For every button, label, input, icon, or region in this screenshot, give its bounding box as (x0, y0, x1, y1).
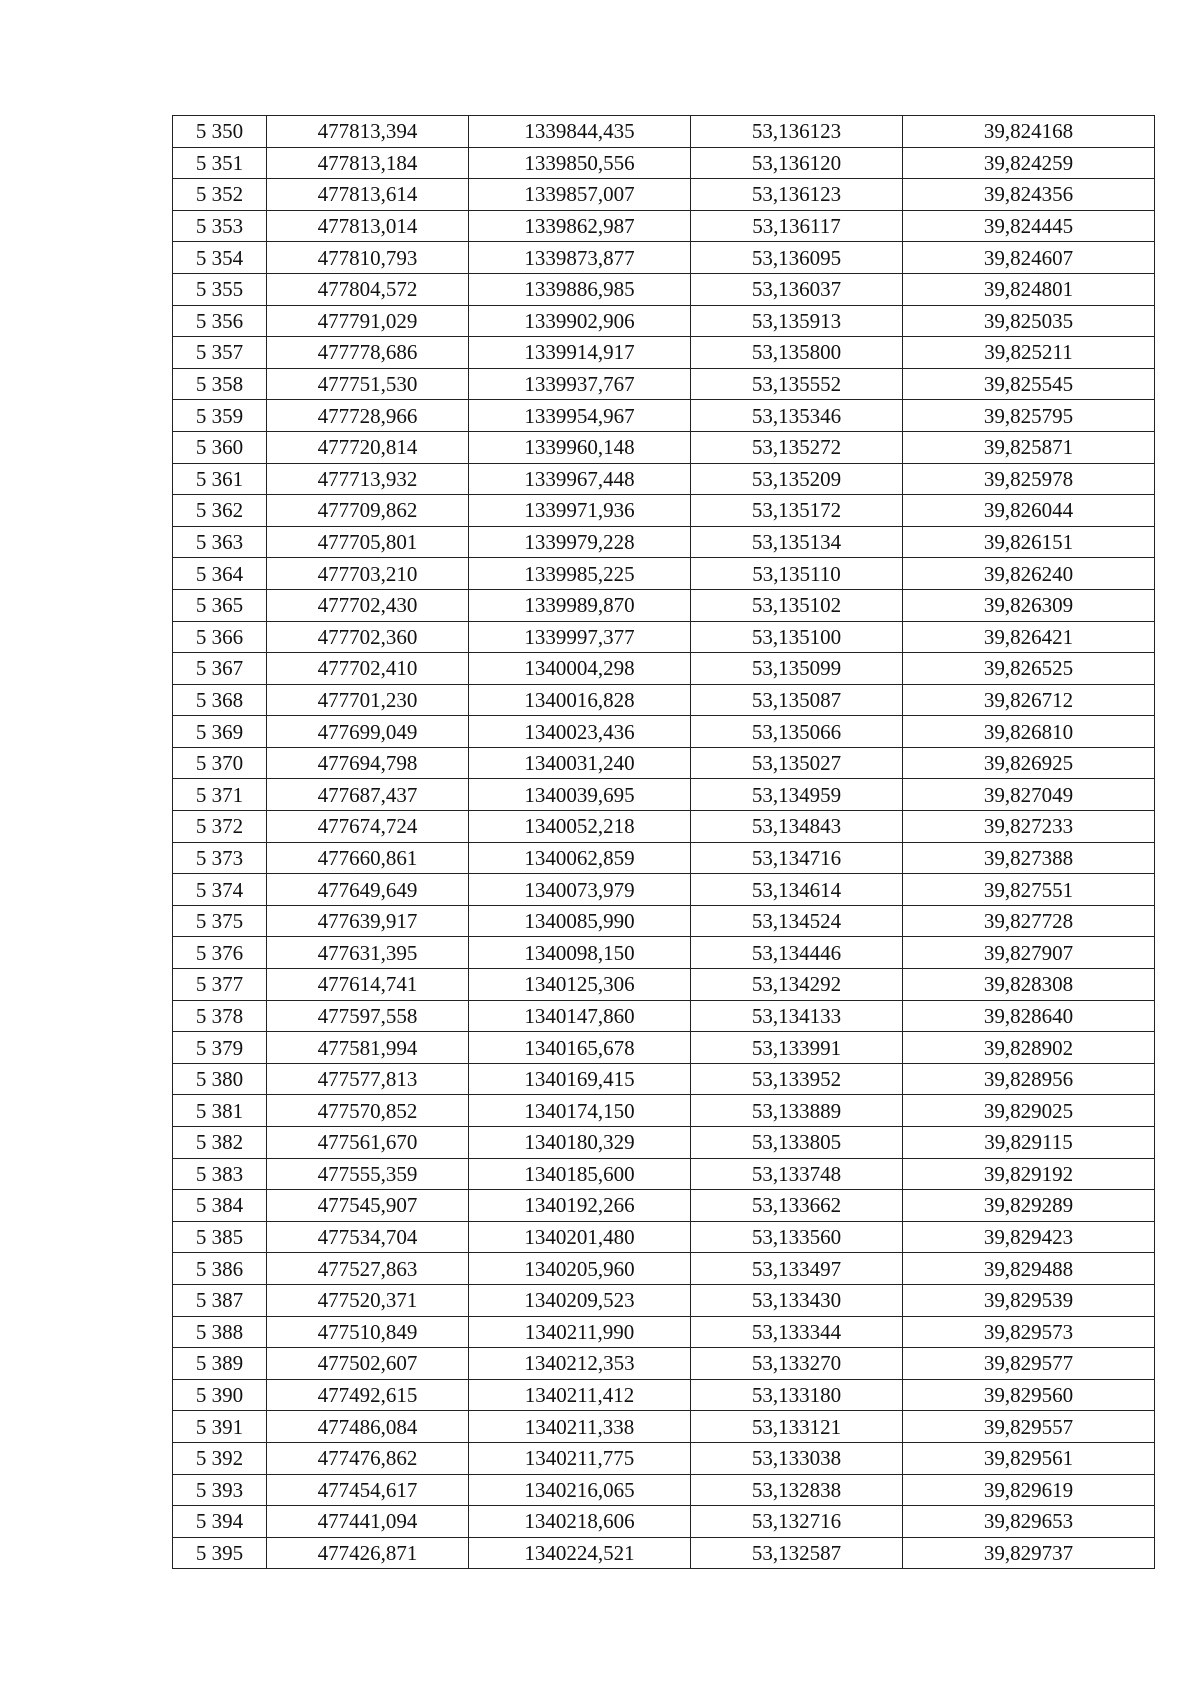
x-coordinate-cell: 477702,430 (267, 589, 469, 621)
point-number-cell: 5 376 (173, 937, 267, 969)
x-coordinate-cell: 477813,394 (267, 116, 469, 148)
longitude-cell: 39,829561 (903, 1442, 1155, 1474)
longitude-cell: 39,829539 (903, 1284, 1155, 1316)
table-row (173, 368, 1155, 400)
table-row (173, 116, 1155, 148)
longitude-cell: 39,824356 (903, 179, 1155, 211)
y-coordinate-cell: 1339967,448 (469, 463, 691, 495)
y-coordinate-cell: 1340218,606 (469, 1506, 691, 1538)
longitude-cell: 39,828956 (903, 1063, 1155, 1095)
table-row (173, 337, 1155, 369)
x-coordinate-cell: 477534,704 (267, 1221, 469, 1253)
point-number-cell: 5 390 (173, 1379, 267, 1411)
y-coordinate-cell: 1340174,150 (469, 1095, 691, 1127)
point-number-cell: 5 395 (173, 1537, 267, 1569)
y-coordinate-cell: 1339850,556 (469, 147, 691, 179)
latitude-cell: 53,136123 (691, 179, 903, 211)
point-number-cell: 5 364 (173, 558, 267, 590)
x-coordinate-cell: 477701,230 (267, 684, 469, 716)
x-coordinate-cell: 477577,813 (267, 1063, 469, 1095)
latitude-cell: 53,133497 (691, 1253, 903, 1285)
table-row (173, 463, 1155, 495)
y-coordinate-cell: 1340211,338 (469, 1411, 691, 1443)
y-coordinate-cell: 1339979,228 (469, 526, 691, 558)
point-number-cell: 5 351 (173, 147, 267, 179)
table-row (173, 242, 1155, 274)
table-row (173, 558, 1155, 590)
y-coordinate-cell: 1340169,415 (469, 1063, 691, 1095)
x-coordinate-cell: 477813,614 (267, 179, 469, 211)
longitude-cell: 39,829192 (903, 1158, 1155, 1190)
x-coordinate-cell: 477520,371 (267, 1284, 469, 1316)
point-number-cell: 5 386 (173, 1253, 267, 1285)
point-number-cell: 5 365 (173, 589, 267, 621)
x-coordinate-cell: 477713,932 (267, 463, 469, 495)
table-row (173, 495, 1155, 527)
x-coordinate-cell: 477570,852 (267, 1095, 469, 1127)
point-number-cell: 5 355 (173, 273, 267, 305)
y-coordinate-cell: 1340211,775 (469, 1442, 691, 1474)
longitude-cell: 39,826240 (903, 558, 1155, 590)
latitude-cell: 53,133344 (691, 1316, 903, 1348)
longitude-cell: 39,826525 (903, 653, 1155, 685)
longitude-cell: 39,827728 (903, 905, 1155, 937)
longitude-cell: 39,826421 (903, 621, 1155, 653)
point-number-cell: 5 388 (173, 1316, 267, 1348)
longitude-cell: 39,826309 (903, 589, 1155, 621)
y-coordinate-cell: 1340125,306 (469, 969, 691, 1001)
table-row (173, 147, 1155, 179)
point-number-cell: 5 360 (173, 431, 267, 463)
y-coordinate-cell: 1340216,065 (469, 1474, 691, 1506)
point-number-cell: 5 374 (173, 874, 267, 906)
point-number-cell: 5 356 (173, 305, 267, 337)
point-number-cell: 5 358 (173, 368, 267, 400)
longitude-cell: 39,824168 (903, 116, 1155, 148)
latitude-cell: 53,134292 (691, 969, 903, 1001)
latitude-cell: 53,135913 (691, 305, 903, 337)
latitude-cell: 53,136037 (691, 273, 903, 305)
y-coordinate-cell: 1339954,967 (469, 400, 691, 432)
longitude-cell: 39,829423 (903, 1221, 1155, 1253)
y-coordinate-cell: 1339886,985 (469, 273, 691, 305)
point-number-cell: 5 366 (173, 621, 267, 653)
x-coordinate-cell: 477581,994 (267, 1032, 469, 1064)
longitude-cell: 39,827551 (903, 874, 1155, 906)
x-coordinate-cell: 477454,617 (267, 1474, 469, 1506)
x-coordinate-cell: 477804,572 (267, 273, 469, 305)
x-coordinate-cell: 477705,801 (267, 526, 469, 558)
table-row (173, 1095, 1155, 1127)
x-coordinate-cell: 477702,360 (267, 621, 469, 653)
y-coordinate-cell: 1340016,828 (469, 684, 691, 716)
latitude-cell: 53,132716 (691, 1506, 903, 1538)
longitude-cell: 39,829289 (903, 1190, 1155, 1222)
y-coordinate-cell: 1339857,007 (469, 179, 691, 211)
latitude-cell: 53,136117 (691, 210, 903, 242)
table-row (173, 684, 1155, 716)
y-coordinate-cell: 1339989,870 (469, 589, 691, 621)
x-coordinate-cell: 477486,084 (267, 1411, 469, 1443)
latitude-cell: 53,135346 (691, 400, 903, 432)
latitude-cell: 53,133038 (691, 1442, 903, 1474)
longitude-cell: 39,825795 (903, 400, 1155, 432)
y-coordinate-cell: 1340201,480 (469, 1221, 691, 1253)
y-coordinate-cell: 1340180,329 (469, 1127, 691, 1159)
longitude-cell: 39,829737 (903, 1537, 1155, 1569)
point-number-cell: 5 392 (173, 1442, 267, 1474)
x-coordinate-cell: 477639,917 (267, 905, 469, 937)
longitude-cell: 39,826151 (903, 526, 1155, 558)
latitude-cell: 53,133121 (691, 1411, 903, 1443)
longitude-cell: 39,829025 (903, 1095, 1155, 1127)
longitude-cell: 39,829560 (903, 1379, 1155, 1411)
longitude-cell: 39,824607 (903, 242, 1155, 274)
y-coordinate-cell: 1340212,353 (469, 1348, 691, 1380)
y-coordinate-cell: 1340192,266 (469, 1190, 691, 1222)
point-number-cell: 5 369 (173, 716, 267, 748)
point-number-cell: 5 359 (173, 400, 267, 432)
x-coordinate-cell: 477510,849 (267, 1316, 469, 1348)
longitude-cell: 39,826925 (903, 747, 1155, 779)
y-coordinate-cell: 1340209,523 (469, 1284, 691, 1316)
latitude-cell: 53,135087 (691, 684, 903, 716)
latitude-cell: 53,133662 (691, 1190, 903, 1222)
point-number-cell: 5 368 (173, 684, 267, 716)
x-coordinate-cell: 477561,670 (267, 1127, 469, 1159)
x-coordinate-cell: 477720,814 (267, 431, 469, 463)
table-row (173, 526, 1155, 558)
y-coordinate-cell: 1339873,877 (469, 242, 691, 274)
x-coordinate-cell: 477476,862 (267, 1442, 469, 1474)
longitude-cell: 39,829557 (903, 1411, 1155, 1443)
latitude-cell: 53,134446 (691, 937, 903, 969)
latitude-cell: 53,134843 (691, 811, 903, 843)
x-coordinate-cell: 477810,793 (267, 242, 469, 274)
latitude-cell: 53,132838 (691, 1474, 903, 1506)
longitude-cell: 39,829619 (903, 1474, 1155, 1506)
point-number-cell: 5 384 (173, 1190, 267, 1222)
point-number-cell: 5 363 (173, 526, 267, 558)
table-row (173, 1063, 1155, 1095)
point-number-cell: 5 377 (173, 969, 267, 1001)
y-coordinate-cell: 1340031,240 (469, 747, 691, 779)
x-coordinate-cell: 477813,014 (267, 210, 469, 242)
table-row (173, 874, 1155, 906)
point-number-cell: 5 379 (173, 1032, 267, 1064)
longitude-cell: 39,826810 (903, 716, 1155, 748)
point-number-cell: 5 383 (173, 1158, 267, 1190)
latitude-cell: 53,133270 (691, 1348, 903, 1380)
table-row (173, 747, 1155, 779)
latitude-cell: 53,134614 (691, 874, 903, 906)
x-coordinate-cell: 477441,094 (267, 1506, 469, 1538)
table-row (173, 1379, 1155, 1411)
table-row (173, 811, 1155, 843)
y-coordinate-cell: 1340023,436 (469, 716, 691, 748)
latitude-cell: 53,133560 (691, 1221, 903, 1253)
latitude-cell: 53,134716 (691, 842, 903, 874)
x-coordinate-cell: 477791,029 (267, 305, 469, 337)
x-coordinate-cell: 477694,798 (267, 747, 469, 779)
y-coordinate-cell: 1340211,990 (469, 1316, 691, 1348)
y-coordinate-cell: 1340062,859 (469, 842, 691, 874)
table-row (173, 1474, 1155, 1506)
point-number-cell: 5 375 (173, 905, 267, 937)
latitude-cell: 53,135100 (691, 621, 903, 653)
y-coordinate-cell: 1339902,906 (469, 305, 691, 337)
x-coordinate-cell: 477778,686 (267, 337, 469, 369)
longitude-cell: 39,826044 (903, 495, 1155, 527)
x-coordinate-cell: 477660,861 (267, 842, 469, 874)
table-row (173, 1442, 1155, 1474)
y-coordinate-cell: 1339997,377 (469, 621, 691, 653)
longitude-cell: 39,828308 (903, 969, 1155, 1001)
longitude-cell: 39,824801 (903, 273, 1155, 305)
point-number-cell: 5 394 (173, 1506, 267, 1538)
y-coordinate-cell: 1339971,936 (469, 495, 691, 527)
table-row (173, 1000, 1155, 1032)
y-coordinate-cell: 1339914,917 (469, 337, 691, 369)
latitude-cell: 53,135099 (691, 653, 903, 685)
x-coordinate-cell: 477687,437 (267, 779, 469, 811)
latitude-cell: 53,133180 (691, 1379, 903, 1411)
x-coordinate-cell: 477597,558 (267, 1000, 469, 1032)
point-number-cell: 5 381 (173, 1095, 267, 1127)
latitude-cell: 53,133991 (691, 1032, 903, 1064)
point-number-cell: 5 352 (173, 179, 267, 211)
point-number-cell: 5 372 (173, 811, 267, 843)
point-number-cell: 5 382 (173, 1127, 267, 1159)
x-coordinate-cell: 477751,530 (267, 368, 469, 400)
longitude-cell: 39,829488 (903, 1253, 1155, 1285)
latitude-cell: 53,134524 (691, 905, 903, 937)
longitude-cell: 39,824259 (903, 147, 1155, 179)
point-number-cell: 5 367 (173, 653, 267, 685)
y-coordinate-cell: 1340205,960 (469, 1253, 691, 1285)
x-coordinate-cell: 477492,615 (267, 1379, 469, 1411)
y-coordinate-cell: 1340147,860 (469, 1000, 691, 1032)
y-coordinate-cell: 1339985,225 (469, 558, 691, 590)
y-coordinate-cell: 1340165,678 (469, 1032, 691, 1064)
latitude-cell: 53,135272 (691, 431, 903, 463)
latitude-cell: 53,135134 (691, 526, 903, 558)
table-row (173, 716, 1155, 748)
longitude-cell: 39,828902 (903, 1032, 1155, 1064)
table-row (173, 1316, 1155, 1348)
latitude-cell: 53,136123 (691, 116, 903, 148)
latitude-cell: 53,132587 (691, 1537, 903, 1569)
point-number-cell: 5 354 (173, 242, 267, 274)
longitude-cell: 39,824445 (903, 210, 1155, 242)
longitude-cell: 39,829577 (903, 1348, 1155, 1380)
table-row (173, 1127, 1155, 1159)
x-coordinate-cell: 477631,395 (267, 937, 469, 969)
table-row (173, 969, 1155, 1001)
x-coordinate-cell: 477545,907 (267, 1190, 469, 1222)
x-coordinate-cell: 477709,862 (267, 495, 469, 527)
point-number-cell: 5 371 (173, 779, 267, 811)
longitude-cell: 39,825871 (903, 431, 1155, 463)
table-row (173, 431, 1155, 463)
longitude-cell: 39,825978 (903, 463, 1155, 495)
longitude-cell: 39,825035 (903, 305, 1155, 337)
table-row (173, 305, 1155, 337)
latitude-cell: 53,135209 (691, 463, 903, 495)
latitude-cell: 53,134959 (691, 779, 903, 811)
point-number-cell: 5 357 (173, 337, 267, 369)
latitude-cell: 53,135027 (691, 747, 903, 779)
y-coordinate-cell: 1340098,150 (469, 937, 691, 969)
table-row (173, 589, 1155, 621)
longitude-cell: 39,825211 (903, 337, 1155, 369)
table-row (173, 179, 1155, 211)
longitude-cell: 39,828640 (903, 1000, 1155, 1032)
latitude-cell: 53,135110 (691, 558, 903, 590)
point-number-cell: 5 385 (173, 1221, 267, 1253)
x-coordinate-cell: 477813,184 (267, 147, 469, 179)
y-coordinate-cell: 1340224,521 (469, 1537, 691, 1569)
point-number-cell: 5 391 (173, 1411, 267, 1443)
longitude-cell: 39,829653 (903, 1506, 1155, 1538)
latitude-cell: 53,133430 (691, 1284, 903, 1316)
x-coordinate-cell: 477614,741 (267, 969, 469, 1001)
y-coordinate-cell: 1339862,987 (469, 210, 691, 242)
x-coordinate-cell: 477649,649 (267, 874, 469, 906)
longitude-cell: 39,826712 (903, 684, 1155, 716)
table-row (173, 905, 1155, 937)
point-number-cell: 5 380 (173, 1063, 267, 1095)
latitude-cell: 53,135552 (691, 368, 903, 400)
latitude-cell: 53,135066 (691, 716, 903, 748)
point-number-cell: 5 389 (173, 1348, 267, 1380)
table-row (173, 1158, 1155, 1190)
point-number-cell: 5 362 (173, 495, 267, 527)
y-coordinate-cell: 1340039,695 (469, 779, 691, 811)
table-row (173, 621, 1155, 653)
point-number-cell: 5 353 (173, 210, 267, 242)
point-number-cell: 5 393 (173, 1474, 267, 1506)
x-coordinate-cell: 477674,724 (267, 811, 469, 843)
latitude-cell: 53,136095 (691, 242, 903, 274)
point-number-cell: 5 373 (173, 842, 267, 874)
point-number-cell: 5 361 (173, 463, 267, 495)
table-row (173, 779, 1155, 811)
table-row (173, 400, 1155, 432)
point-number-cell: 5 387 (173, 1284, 267, 1316)
latitude-cell: 53,135102 (691, 589, 903, 621)
table-row (173, 842, 1155, 874)
point-number-cell: 5 370 (173, 747, 267, 779)
y-coordinate-cell: 1340073,979 (469, 874, 691, 906)
table-row (173, 1190, 1155, 1222)
longitude-cell: 39,827388 (903, 842, 1155, 874)
table-row (173, 1221, 1155, 1253)
latitude-cell: 53,133748 (691, 1158, 903, 1190)
point-number-cell: 5 350 (173, 116, 267, 148)
table-row (173, 210, 1155, 242)
latitude-cell: 53,133889 (691, 1095, 903, 1127)
table-row (173, 1284, 1155, 1316)
x-coordinate-cell: 477699,049 (267, 716, 469, 748)
x-coordinate-cell: 477703,210 (267, 558, 469, 590)
longitude-cell: 39,829573 (903, 1316, 1155, 1348)
y-coordinate-cell: 1340185,600 (469, 1158, 691, 1190)
table-row (173, 1348, 1155, 1380)
latitude-cell: 53,133805 (691, 1127, 903, 1159)
latitude-cell: 53,135800 (691, 337, 903, 369)
coordinates-table-body (173, 116, 1155, 1569)
table-row (173, 1537, 1155, 1569)
x-coordinate-cell: 477527,863 (267, 1253, 469, 1285)
y-coordinate-cell: 1340004,298 (469, 653, 691, 685)
table-row (173, 937, 1155, 969)
y-coordinate-cell: 1339844,435 (469, 116, 691, 148)
x-coordinate-cell: 477728,966 (267, 400, 469, 432)
y-coordinate-cell: 1339960,148 (469, 431, 691, 463)
latitude-cell: 53,134133 (691, 1000, 903, 1032)
table-row (173, 653, 1155, 685)
coordinates-table (172, 115, 1155, 1569)
latitude-cell: 53,133952 (691, 1063, 903, 1095)
longitude-cell: 39,827233 (903, 811, 1155, 843)
y-coordinate-cell: 1340211,412 (469, 1379, 691, 1411)
table-row (173, 273, 1155, 305)
table-row (173, 1253, 1155, 1285)
longitude-cell: 39,827907 (903, 937, 1155, 969)
point-number-cell: 5 378 (173, 1000, 267, 1032)
longitude-cell: 39,825545 (903, 368, 1155, 400)
y-coordinate-cell: 1340052,218 (469, 811, 691, 843)
x-coordinate-cell: 477502,607 (267, 1348, 469, 1380)
x-coordinate-cell: 477555,359 (267, 1158, 469, 1190)
x-coordinate-cell: 477426,871 (267, 1537, 469, 1569)
x-coordinate-cell: 477702,410 (267, 653, 469, 685)
longitude-cell: 39,829115 (903, 1127, 1155, 1159)
table-row (173, 1411, 1155, 1443)
latitude-cell: 53,136120 (691, 147, 903, 179)
y-coordinate-cell: 1340085,990 (469, 905, 691, 937)
table-row (173, 1032, 1155, 1064)
longitude-cell: 39,827049 (903, 779, 1155, 811)
y-coordinate-cell: 1339937,767 (469, 368, 691, 400)
latitude-cell: 53,135172 (691, 495, 903, 527)
table-row (173, 1506, 1155, 1538)
